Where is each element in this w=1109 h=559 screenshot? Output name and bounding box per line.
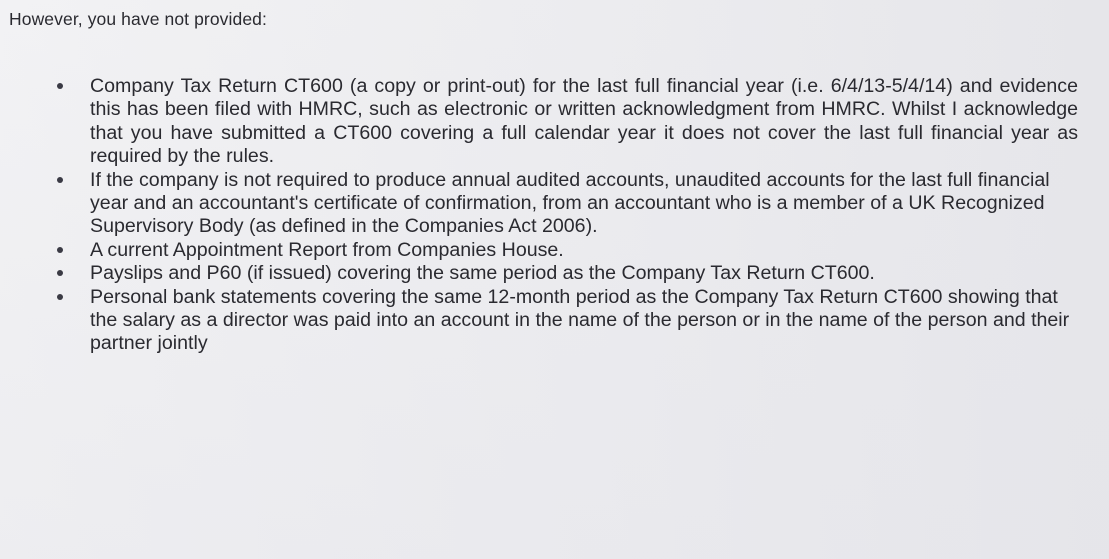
intro-paragraph: However, you have not provided: [9,9,267,29]
list-item-bank-statements [0,286,1109,356]
list-item-text: Company Tax Return CT600 (a copy or print-out) for the last full financial year (i.e. 6/4/13-5/4/14) and evidence this has been filed with HMRC, such as electronic or written acknowledgment from HMRC. Whilst I acknowledge that you have submitted a CT600 covering a full calendar year it does not cover the last full financial year as required by the rules. [90,75,1078,168]
list-item-payslips [0,262,1109,285]
list-item-appointment-report [0,239,1109,262]
bullet-icon [57,270,63,276]
bullet-icon [57,177,63,183]
bullet-icon [57,294,63,300]
list-item-ct600 [0,75,1109,169]
list-item-text: If the company is not required to produce annual audited accounts, unaudited accounts for the last full financial year and an accountant's certificate of confirmation, from an accountant who is a member of a UK Recognized Supervisory Body (as defined in the Companies Act 2006). [90,168,1050,238]
list-item-text: Payslips and P60 (if issued) covering the same period as the Company Tax Return CT600. [90,262,875,285]
requirements-list [0,75,1109,356]
bullet-icon [57,247,63,253]
list-item-text: A current Appointment Report from Companies House. [90,238,564,261]
list-item-text: Personal bank statements covering the same 12-month period as the Company Tax Return CT600 showing that the salary as a director was paid into an account in the name of the person or in the name of the person and their partner jointly [90,285,1070,355]
list-item-unaudited-accounts [0,169,1109,239]
bullet-icon [57,83,63,89]
